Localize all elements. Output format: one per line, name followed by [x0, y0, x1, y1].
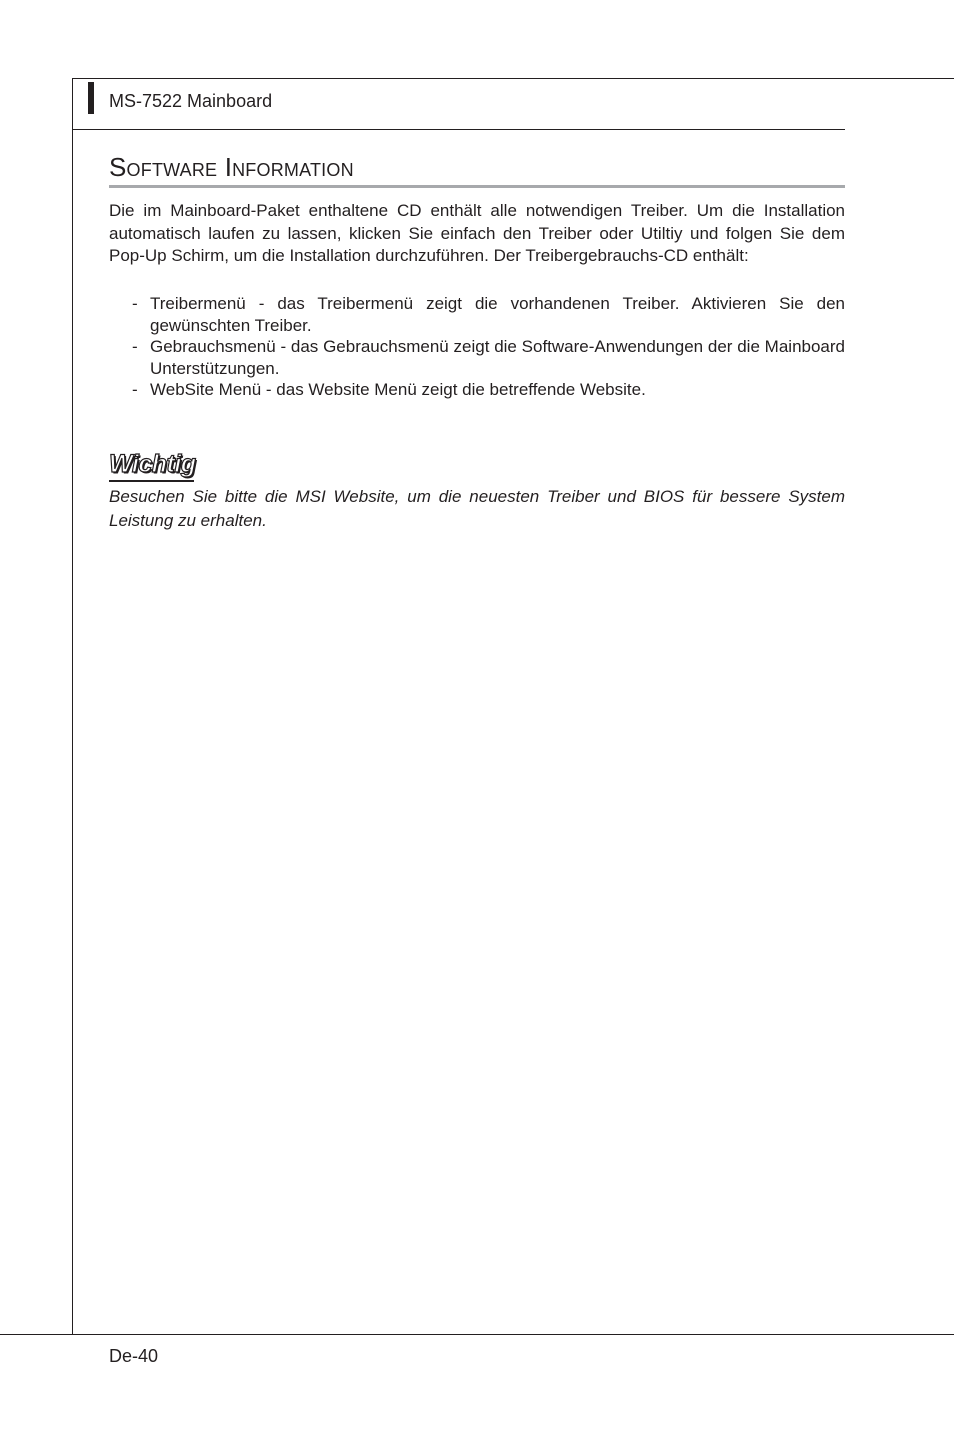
- page-number: De-40: [109, 1346, 159, 1366]
- page-frame-left-line: [72, 78, 73, 1335]
- list-dash: -: [132, 380, 138, 399]
- list-item: [109, 293, 845, 336]
- list-item: [109, 336, 845, 379]
- header-divider: [72, 129, 845, 130]
- list-dash: -: [132, 337, 138, 356]
- section-title: Software Information: [109, 152, 354, 182]
- header-marker-bar: [88, 82, 94, 114]
- list-item-text: Treibermenü - das Treibermenü zeigt die vorhandenen Treiber. Aktivieren Sie den gewünschten Treiber.: [150, 294, 845, 335]
- note-heading-underline: [109, 480, 194, 482]
- page-frame-bottom-line: [0, 1334, 954, 1335]
- intro-paragraph: Die im Mainboard-Paket enthaltene CD enthält alle notwendigen Treiber. Um die Installation automatisch laufen zu lassen, klicken Sie einfach den Treiber oder Utiltiy und folgen Sie dem Pop-Up Schirm, um die Installation durchzuführen. Der Treibergebrauchs-CD enthält:: [109, 201, 845, 265]
- note-text: Besuchen Sie bitte die MSI Website, um die neuesten Treiber und BIOS für bessere System Leistung zu erhalten.: [109, 487, 845, 530]
- list-item-text: WebSite Menü - das Website Menü zeigt die betreffende Website.: [150, 380, 646, 399]
- note-heading: Wichtig: [109, 450, 196, 478]
- list-dash: -: [132, 294, 138, 313]
- section-title-underline: [109, 185, 845, 188]
- running-header: MS-7522 Mainboard: [109, 91, 273, 111]
- page-frame-top-line: [72, 78, 954, 79]
- menu-description-list: [109, 293, 845, 401]
- list-item-text: Gebrauchsmenü - das Gebrauchsmenü zeigt die Software-Anwendungen der die Mainboard Unterstützungen.: [150, 337, 845, 378]
- list-item: [109, 379, 845, 401]
